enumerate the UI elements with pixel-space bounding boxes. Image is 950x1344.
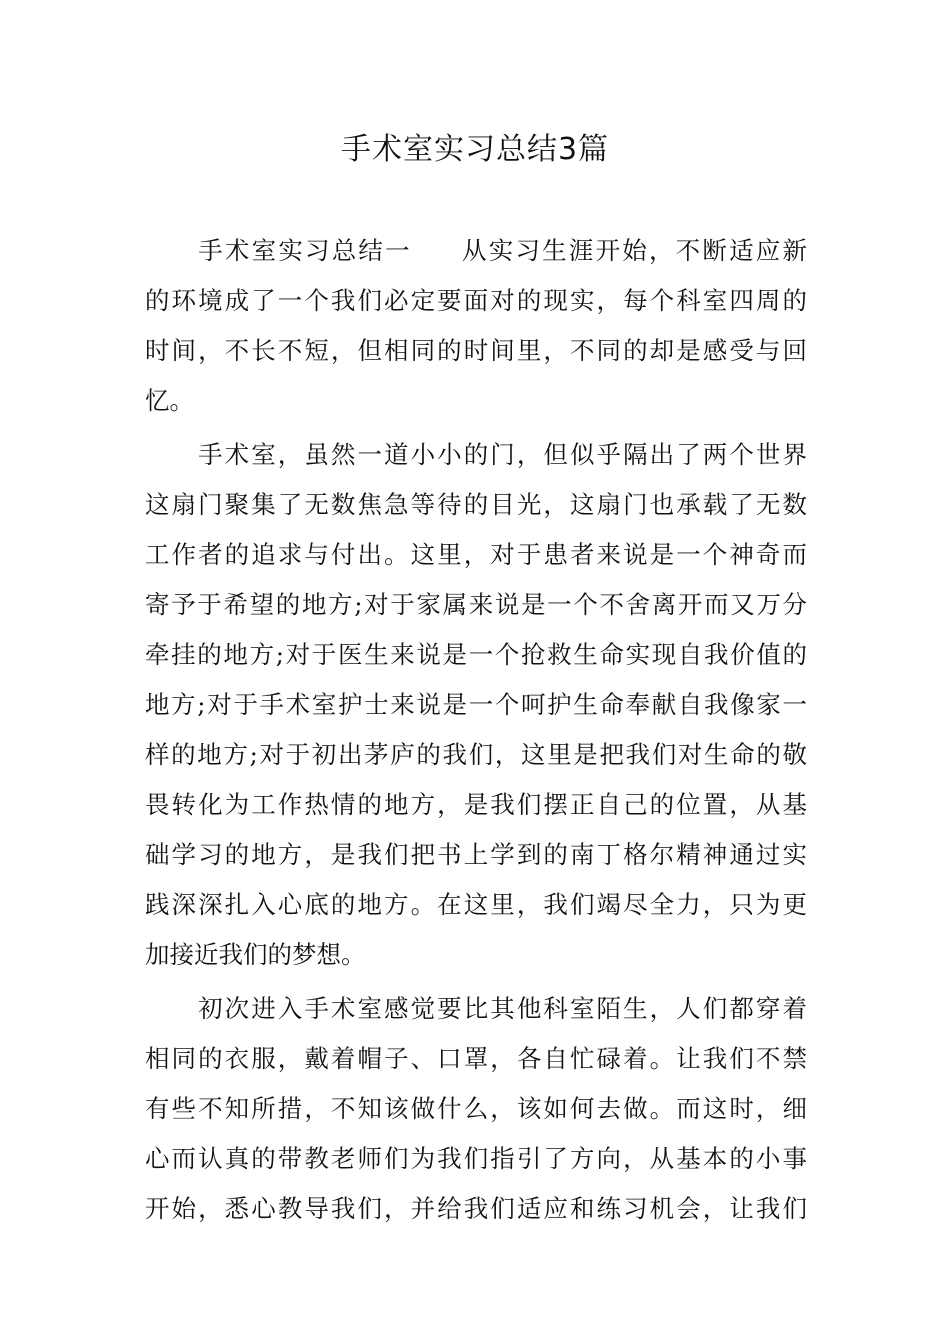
- paragraph-line: 忆。: [145, 386, 194, 415]
- paragraph-line: 相同的衣服，戴着帽子、口罩，各自忙碌着。让我们不禁: [145, 1044, 807, 1073]
- paragraph-line: 样的地方;对于初出茅庐的我们，这里是把我们对生命的敬: [145, 740, 807, 769]
- text-segment: 手术室，虽然一道小小的门，但似乎隔出了两个世界: [196, 440, 807, 469]
- paragraph-line: 时间，不长不短，但相同的时间里，不同的却是感受与回: [145, 336, 807, 365]
- paragraph-line: [145, 226, 807, 276]
- paragraph-line: 这扇门聚集了无数焦急等待的目光，这扇门也承载了无数: [145, 490, 807, 519]
- paragraph-1: [145, 226, 807, 426]
- paragraph-line: 牵挂的地方;对于医生来说是一个抢救生命实现自我价值的: [145, 640, 807, 669]
- paragraph-line: 础学习的地方，是我们把书上学到的南丁格尔精神通过实: [145, 840, 807, 869]
- document-body: [145, 226, 807, 1238]
- paragraph-line: 地方;对于手术室护士来说是一个呵护生命奉献自我像家一: [145, 690, 807, 719]
- paragraph-line: [145, 430, 807, 480]
- paragraph-line: 工作者的追求与付出。这里，对于患者来说是一个神奇而: [145, 540, 807, 569]
- paragraph-line: [145, 984, 807, 1034]
- paragraph-3: [145, 984, 807, 1234]
- section-heading: 手术室实习总结一: [196, 236, 412, 265]
- text-segment: 从实习生涯开始，不断适应新: [459, 236, 808, 265]
- paragraph-line: 践深深扎入心底的地方。在这里，我们竭尽全力，只为更: [145, 890, 807, 919]
- paragraph-line: 加接近我们的梦想。: [145, 940, 366, 969]
- paragraph-line: 寄予于希望的地方;对于家属来说是一个不舍离开而又万分: [145, 590, 807, 619]
- document-title: 手术室实习总结3篇: [340, 132, 610, 167]
- paragraph-line: 心而认真的带教老师们为我们指引了方向，从基本的小事: [145, 1144, 807, 1173]
- paragraph-2: [145, 430, 807, 980]
- paragraph-line: 开始，悉心教导我们，并给我们适应和练习机会，让我们: [145, 1194, 807, 1223]
- paragraph-line: 有些不知所措，不知该做什么，该如何去做。而这时，细: [145, 1094, 807, 1123]
- paragraph-line: 的环境成了一个我们必定要面对的现实，每个科室四周的: [145, 286, 807, 315]
- text-segment: 初次进入手术室感觉要比其他科室陌生，人们都穿着: [196, 994, 807, 1023]
- paragraph-line: 畏转化为工作热情的地方，是我们摆正自己的位置，从基: [145, 790, 807, 819]
